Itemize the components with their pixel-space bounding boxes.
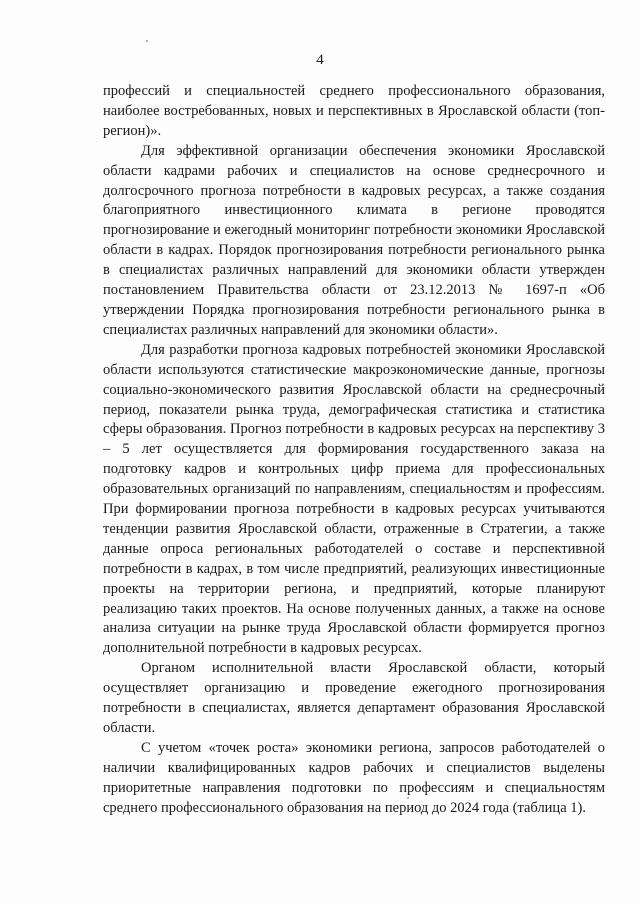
page-number: 4: [316, 52, 324, 68]
paragraph-responsible-body: Органом исполнительной власти Ярославской области, который осуществляет организацию и проведение ежегодного прогнозирования потребности в специалистах, является департамент образования Ярославской области.: [103, 660, 605, 736]
document-body: [103, 82, 605, 819]
scan-speck: [146, 40, 148, 42]
paragraph-forecast-sources: Для разработки прогноза кадровых потребностей экономики Ярославской области используются статистические макроэкономические данные, прогнозы социально-экономического развития Ярославской области на среднесрочный период, показатели рынка труда, демографическая статистика и статистика сферы образования. Прогноз потребности в кадровых ресурсах на перспективу 3 – 5 лет осуществляется для формирования государственного заказа на подготовку кадров и контрольных цифр приема для профессиональных образовательных организаций по направлениям, специальностям и профессиям. При формировании прогноза потребности в кадровых ресурсах учитываются тенденции развития Ярославской области, отраженные в Стратегии, а также данные опроса региональных работодателей о составе и перспективной потребности в кадрах, в том числе предприятий, реализующих инвестиционные проекты на территории региона, и предприятий, которые планируют реализацию таких проектов. На основе полученных данных, а также на основе анализа ситуации на рынке труда Ярославской области формируется прогноз дополнительной потребности в кадровых ресурсах.: [103, 341, 605, 657]
paragraph-priority-directions: С учетом «точек роста» экономики региона, запросов работодателей о наличии квалифицированных кадров рабочих и специалистов выделены приоритетные направления подготовки по профессиям и специальностям среднего профессионального образования на период до 2024 года (таблица 1).: [103, 739, 605, 816]
paragraph-continuation: профессий и специальностей среднего профессионального образования, наиболее востребованных, новых и перспективных в Ярославской области (топ-регион)».: [103, 83, 605, 139]
paragraph-forecast-order: Для эффективной организации обеспечения экономики Ярославской области кадрами рабочих и специалистов на основе среднесрочного и долгосрочного прогноза потребности в кадровых ресурсах, а также создания благоприятного инвестиционного климата в регионе проводятся прогнозирование и ежегодный мониторинг потребности экономики Ярославской области в кадрах. Порядок прогнозирования потребности регионального рынка в специалистах различных направлений для экономики области утвержден постановлением Правительства области от 23.12.2013 № 1697-п «Об утверждении Порядка прогнозирования потребности регионального рынка в специалистах различных направлений для экономики области».: [103, 142, 605, 338]
